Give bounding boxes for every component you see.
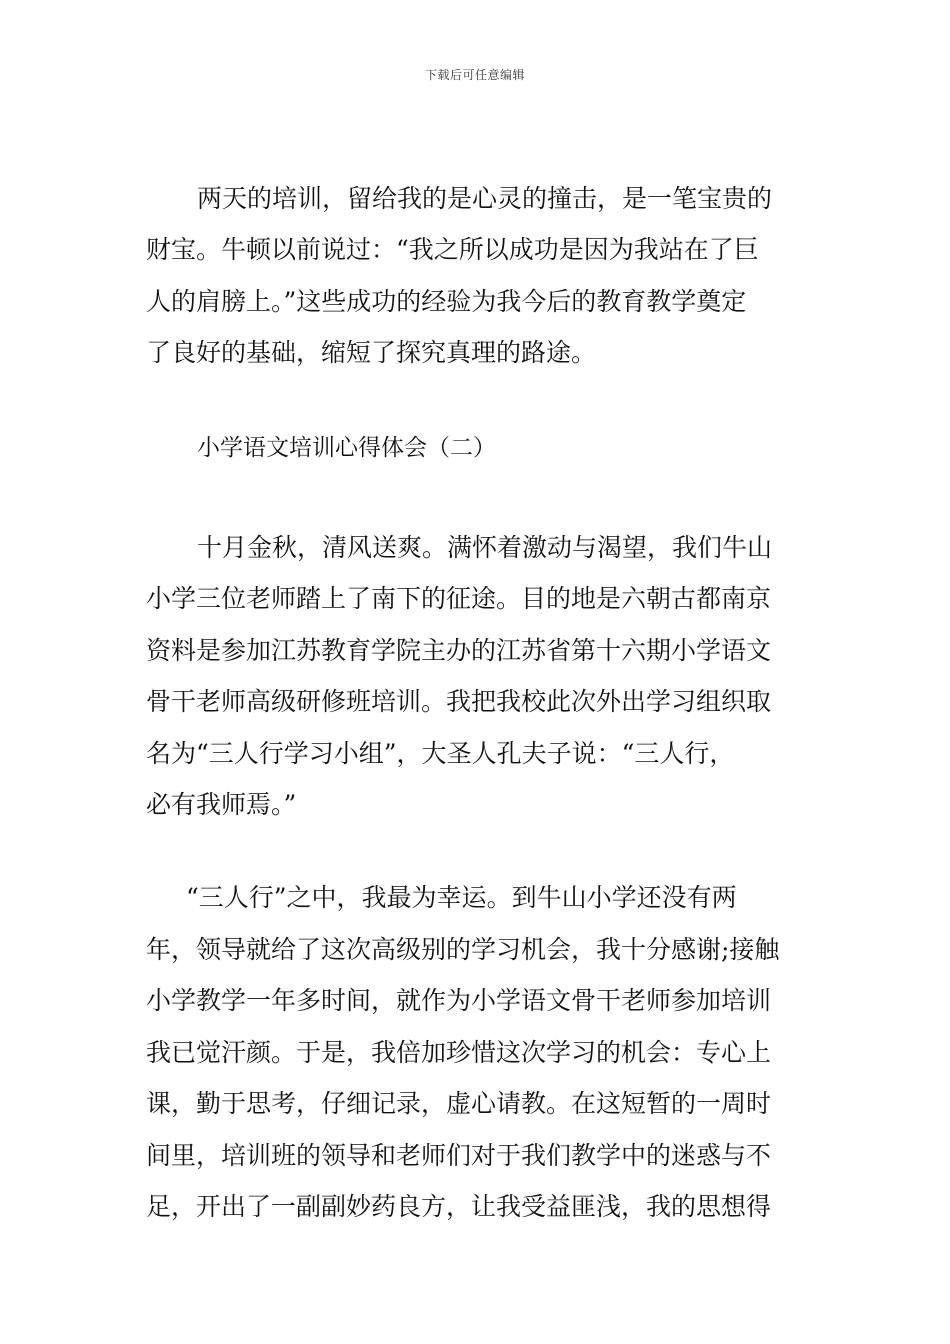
paragraph-line: 十月金秋，清风送爽。满怀着激动与渴望，我们牛山 (197, 533, 773, 562)
paragraph-line: 间里，培训班的领导和老师们对于我们教学中的迷惑与不 (146, 1141, 772, 1170)
paragraph-line: 了良好的基础，缩短了探究真理的路途。 (146, 338, 597, 367)
paragraph-line: 小学三位老师踏上了南下的征途。目的地是六朝古都南京 (146, 584, 772, 613)
paragraph-line: 名为“三人行学习小组”，大圣人孔夫子说：“三人行， (146, 739, 735, 768)
paragraph-line: 必有我师焉。” (146, 790, 297, 819)
paragraph-line: 资料是参加江苏教育学院主办的江苏省第十六期小学语文 (146, 636, 772, 665)
paragraph-line: 课，勤于思考，仔细记录，虚心请教。在这短暂的一周时 (146, 1089, 772, 1118)
section-heading: 小学语文培训心得体会（二） (197, 435, 496, 461)
paragraph-line: 我已觉汗颜。于是，我倍加珍惜这次学习的机会：专心上 (146, 1038, 772, 1067)
page-header-note: 下载后可任意编辑 (424, 68, 525, 82)
paragraph-line: 两天的培训，留给我的是心灵的撞击，是一笔宝贵的 (197, 184, 773, 213)
paragraph-line: 财宝。牛顿以前说过：“我之所以成功是因为我站在了巨 (146, 235, 759, 264)
paragraph-line: 年，领导就给了这次高级别的学习机会，我十分感谢;接触 (146, 935, 780, 964)
paragraph-line: 骨干老师高级研修班培训。我把我校此次外出学习组织取 (146, 687, 772, 716)
paragraph-line: 足，开出了一副副妙药良方，让我受益匪浅，我的思想得 (146, 1192, 772, 1221)
paragraph-line: 人的肩膀上。”这些成功的经验为我今后的教育教学奠定 (146, 287, 747, 316)
paragraph-line: 小学教学一年多时间，就作为小学语文骨干老师参加培训 (146, 986, 772, 1015)
paragraph-line: “三人行”之中，我最为幸运。到牛山小学还没有两 (186, 883, 737, 912)
